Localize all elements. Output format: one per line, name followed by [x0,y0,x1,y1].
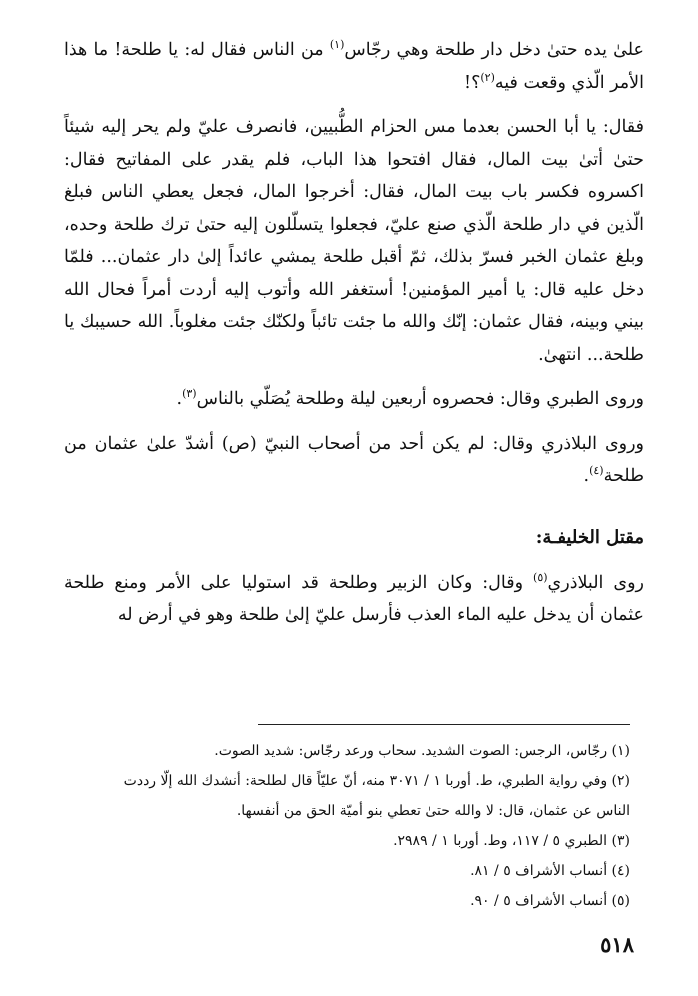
main-text [64,34,644,632]
footnote-divider [258,724,630,725]
footnotes [64,736,630,916]
paragraph-4 [64,428,644,493]
footnote-ref: (١) [329,38,345,52]
footnote-3: (٣) الطبري ٥ / ١١٧، وط. أوربا ١ / ٢٩٨٩. [393,833,630,849]
paragraph-2: فقال: يا أبا الحسن بعدما مس الحزام الطُّبيين، فانصرف عليّ ولم يحر إليه شيئاً حتىٰ أتىٰ بيت المال، فقال افتحوا هذا الباب، فلم يقدر على المفاتيح فقال: اكسروه فكسر باب بيت المال، فقال: أخرجوا المال، فجعل يعطي الناس فبلغ الّذين في دار طلحة الّذي صنع عليّ، فجعلوا يتسلّلون إليه حتىٰ ترك طلحة وحده، وبلغ عثمان الخبر فسرّ بذلك، ثمّ أقبل طلحة يمشي عائداً إلىٰ دار عثمان... فلمّا دخل عليه قال: يا أمير المؤمنين! أستغفر الله وأتوب إليه أردت أمراً فحال الله بيني وبينه، فقال عثمان: إنّك والله ما جئت تائباً ولكنّك جئت مغلوباً. الله حسيبك يا طلحة... انتهىٰ. [64,117,644,365]
footnote-1: (١) رجّاس، الرجس: الصوت الشديد. سحاب ورعد رجّاس: شديد الصوت. [214,743,630,759]
paragraph-5 [64,567,644,632]
paragraph-1 [64,34,644,99]
footnote-ref: (٤) [589,464,604,478]
footnote-5: (٥) أنساب الأشراف ٥ / ٩٠. [470,893,630,909]
paragraph-text: ؟! [464,72,481,93]
paragraph-text: . [176,389,183,409]
paragraph-text: وقال: وكان الزبير وطلحة قد استوليا على الأمر ومنع طلحة عثمان أن يدخل عليه الماء العذب فأرسل عليّ إلىٰ طلحة وهو في أرض له [64,572,644,625]
paragraph-text: . [583,466,590,486]
paragraph-3 [64,383,644,416]
paragraph-text: روى البلاذري [547,572,644,593]
paragraph-text: وروى الطبري وقال: فحصروه أربعين ليلة وطلحة يُصَلّي بالناس [196,389,644,409]
footnote-4: (٤) أنساب الأشراف ٥ / ٨١. [470,863,630,879]
footnote-ref: (٥) [533,570,548,584]
footnote-2: (٢) وفي رواية الطبري، ط. أوربا ١ / ٣٠٧١ منه، أنّ عليّاً قال لطلحة: أنشدك الله إلّا رددت [123,773,630,789]
paragraph-text: علىٰ يده حتىٰ دخل دار طلحة وهي رجّاس [344,40,644,60]
footnote-ref: (٣) [182,387,197,401]
paragraph-text: وروى البلاذري وقال: لم يكن أحد من أصحاب النبيّ (ص) أشدّ علىٰ عثمان من طلحة [64,433,644,486]
section-heading: مقتل الخليفـة: [535,526,644,548]
footnote-ref: (٢) [480,70,495,84]
page-number: ٥١٨ [600,932,634,957]
footnote-2-continued: الناس عن عثمان، قال: لا والله حتىٰ تعطي بنو أميّة الحق من أنفسها. [236,803,630,819]
paragraph-text: من الناس فقال له: يا طلحة! ما هذا الأمر الّذي وقعت فيه [64,40,644,93]
